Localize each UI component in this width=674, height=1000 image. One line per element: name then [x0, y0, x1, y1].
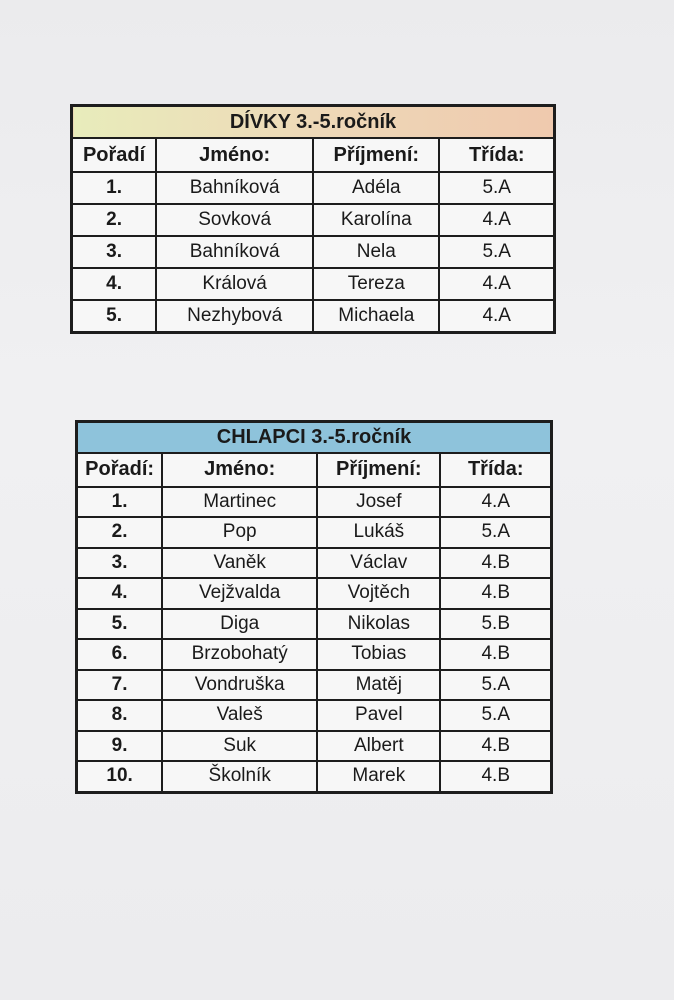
surname-cell: Vondruška [162, 670, 317, 701]
table-row [77, 609, 552, 640]
table-row [72, 300, 555, 333]
column-header: Pořadí [72, 138, 157, 172]
rank-cell: 3. [77, 548, 163, 579]
surname-cell: Bahníková [156, 236, 313, 268]
surname-cell: Valeš [162, 700, 317, 731]
surname-cell: Brzobohatý [162, 639, 317, 670]
rank-cell: 9. [77, 731, 163, 762]
firstname-cell: Albert [317, 731, 440, 762]
rank-cell: 7. [77, 670, 163, 701]
column-header: Třída: [440, 453, 551, 487]
table-row [77, 731, 552, 762]
table-row [77, 548, 552, 579]
rank-cell: 10. [77, 761, 163, 792]
firstname-cell: Tereza [313, 268, 439, 300]
firstname-cell: Josef [317, 487, 440, 518]
firstname-cell: Nela [313, 236, 439, 268]
class-cell: 4.B [440, 731, 551, 762]
column-header: Pořadí: [77, 453, 163, 487]
header-row [77, 453, 552, 487]
class-cell: 5.A [440, 517, 551, 548]
surname-cell: Nezhybová [156, 300, 313, 333]
rank-cell: 2. [77, 517, 163, 548]
surname-cell: Bahníková [156, 172, 313, 204]
rank-cell: 5. [77, 609, 163, 640]
class-cell: 5.A [439, 236, 554, 268]
class-cell: 5.A [439, 172, 554, 204]
firstname-cell: Lukáš [317, 517, 440, 548]
table-row [72, 172, 555, 204]
class-cell: 4.A [439, 268, 554, 300]
firstname-cell: Matěj [317, 670, 440, 701]
table-row [77, 578, 552, 609]
surname-cell: Školník [162, 761, 317, 792]
column-header: Jméno: [162, 453, 317, 487]
column-header: Jméno: [156, 138, 313, 172]
table-row [77, 761, 552, 792]
firstname-cell: Vojtěch [317, 578, 440, 609]
column-header: Příjmení: [317, 453, 440, 487]
column-header: Příjmení: [313, 138, 439, 172]
boys-results-table [75, 420, 553, 794]
firstname-cell: Marek [317, 761, 440, 792]
girls-results-table [70, 104, 556, 334]
surname-cell: Vaněk [162, 548, 317, 579]
table-row [77, 700, 552, 731]
class-cell: 5.A [440, 670, 551, 701]
rank-cell: 6. [77, 639, 163, 670]
class-cell: 4.A [439, 204, 554, 236]
surname-cell: Martinec [162, 487, 317, 518]
table-row [72, 236, 555, 268]
firstname-cell: Karolína [313, 204, 439, 236]
class-cell: 5.B [440, 609, 551, 640]
surname-cell: Pop [162, 517, 317, 548]
firstname-cell: Nikolas [317, 609, 440, 640]
column-header: Třída: [439, 138, 554, 172]
header-row [72, 138, 555, 172]
rank-cell: 1. [72, 172, 157, 204]
firstname-cell: Tobias [317, 639, 440, 670]
table-row [72, 268, 555, 300]
table-row [77, 517, 552, 548]
table-title: CHLAPCI 3.-5.ročník [77, 422, 552, 453]
surname-cell: Sovková [156, 204, 313, 236]
surname-cell: Vejžvalda [162, 578, 317, 609]
firstname-cell: Michaela [313, 300, 439, 333]
rank-cell: 1. [77, 487, 163, 518]
table-row [77, 639, 552, 670]
firstname-cell: Pavel [317, 700, 440, 731]
surname-cell: Diga [162, 609, 317, 640]
firstname-cell: Adéla [313, 172, 439, 204]
class-cell: 5.A [440, 700, 551, 731]
table-row [77, 487, 552, 518]
surname-cell: Suk [162, 731, 317, 762]
class-cell: 4.B [440, 761, 551, 792]
rank-cell: 5. [72, 300, 157, 333]
rank-cell: 4. [77, 578, 163, 609]
rank-cell: 8. [77, 700, 163, 731]
surname-cell: Králová [156, 268, 313, 300]
firstname-cell: Václav [317, 548, 440, 579]
class-cell: 4.B [440, 578, 551, 609]
table-title: DÍVKY 3.-5.ročník [72, 106, 555, 139]
table-row [72, 204, 555, 236]
rank-cell: 4. [72, 268, 157, 300]
class-cell: 4.B [440, 639, 551, 670]
class-cell: 4.A [439, 300, 554, 333]
rank-cell: 2. [72, 204, 157, 236]
class-cell: 4.A [440, 487, 551, 518]
table-row [77, 670, 552, 701]
class-cell: 4.B [440, 548, 551, 579]
rank-cell: 3. [72, 236, 157, 268]
